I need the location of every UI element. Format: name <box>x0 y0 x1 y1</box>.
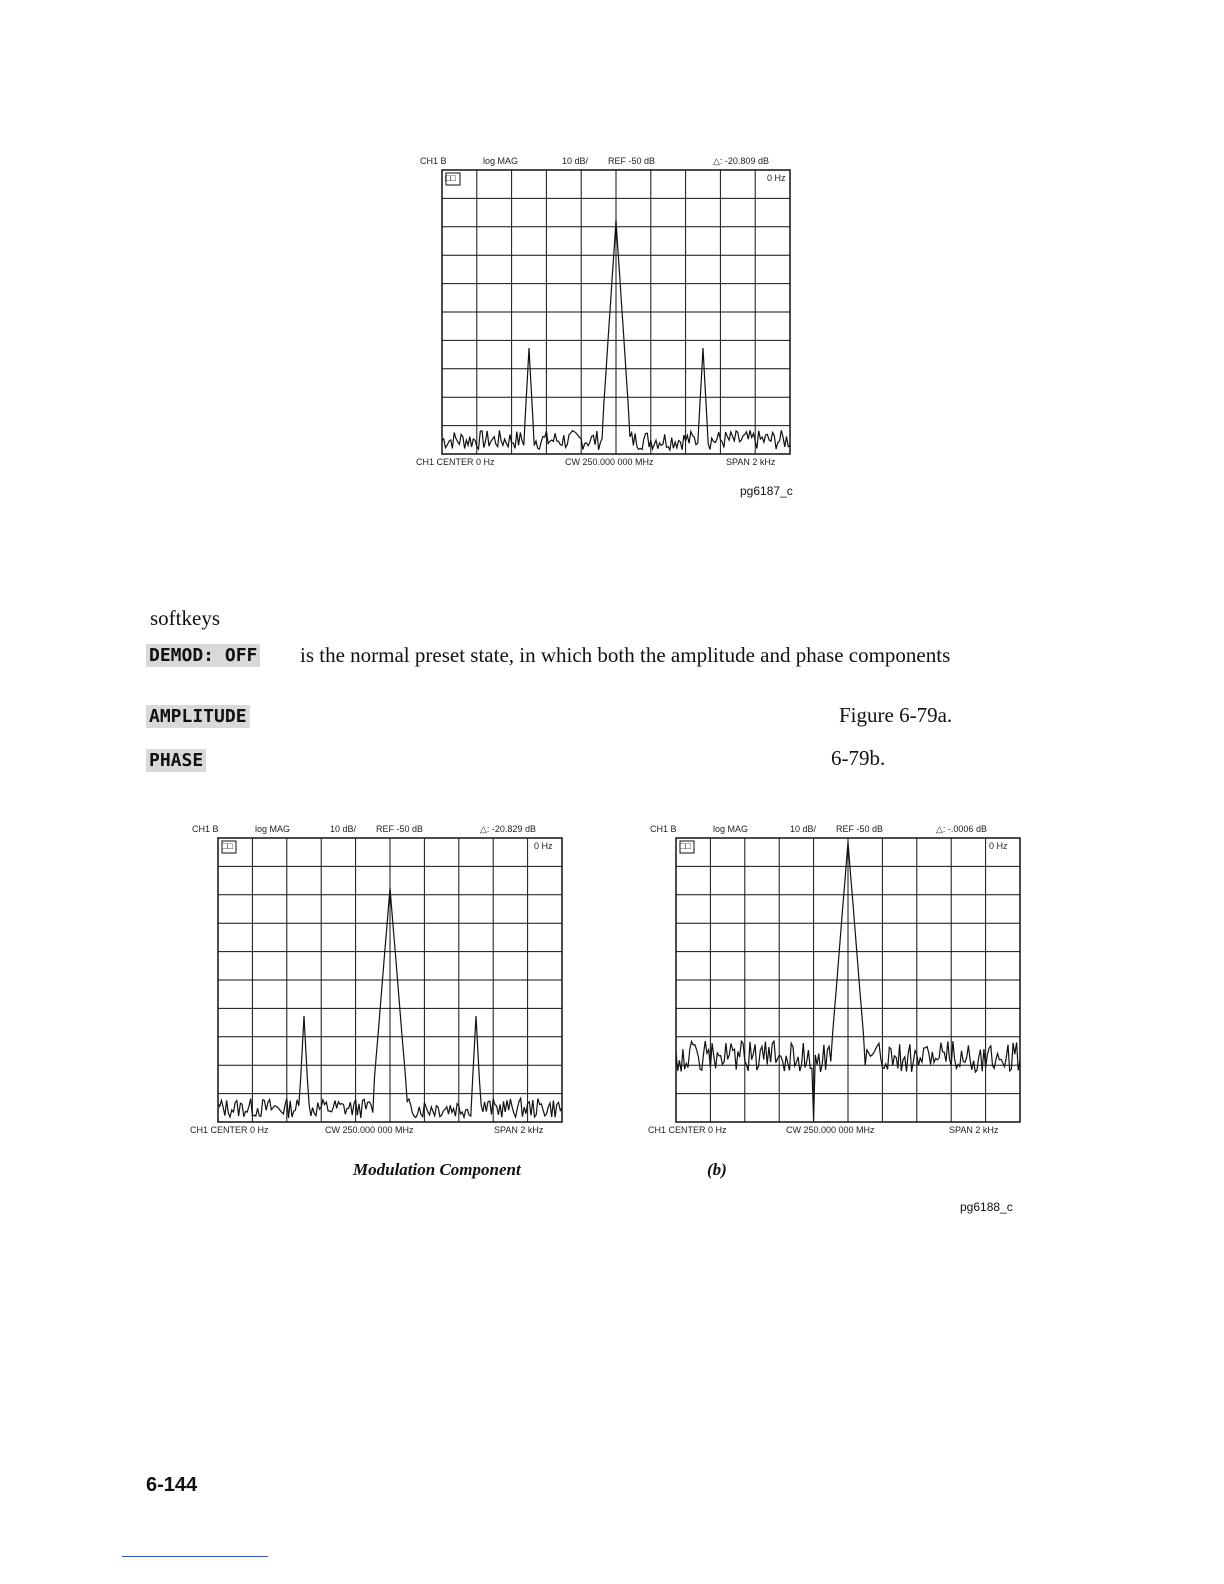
plot-header-scale: 10 dB/ <box>790 824 817 834</box>
plot-marker-value: 0 Hz <box>534 841 553 851</box>
plot-header-format: log MAG <box>483 156 519 166</box>
phase-spectrum-plot <box>640 818 1040 1138</box>
plot-header-ref: REF -50 dB <box>376 824 424 834</box>
plot-footer-center: CH1 CENTER 0 Hz <box>416 457 495 467</box>
plot-marker-box: □□ <box>445 173 456 183</box>
plot-header-marker: △: -20.829 dB <box>480 824 536 834</box>
plot-footer-cw: CW 250.000 000 MHz <box>325 1125 414 1135</box>
plot-footer-center: CH1 CENTER 0 Hz <box>648 1125 727 1135</box>
plot-header-format: log MAG <box>255 824 291 834</box>
plot-marker-value: 0 Hz <box>767 173 786 183</box>
amplitude-figure-ref: Figure 6-79a. <box>839 703 953 727</box>
plot-header-scale: 10 dB/ <box>562 156 589 166</box>
top-spectrum-plot <box>410 150 810 470</box>
plot-footer-span: SPAN 2 kHz <box>726 457 776 467</box>
footer-rule <box>122 1556 268 1557</box>
amplitude-spectrum-plot <box>182 818 582 1138</box>
plot-header-scale: 10 dB/ <box>330 824 357 834</box>
plot-grid <box>218 838 562 1122</box>
plot-marker-box: □□ <box>222 841 233 851</box>
plot-footer-cw: CW 250.000 000 MHz <box>786 1125 875 1135</box>
plot-grid <box>442 170 790 454</box>
plot-header-marker: △: -20.809 dB <box>713 156 769 166</box>
plot-marker-box: □□ <box>680 841 691 851</box>
plot-header-ref: REF -50 dB <box>836 824 884 834</box>
plot-header-marker: △: -.0006 dB <box>936 824 987 834</box>
demod-off-softkey: DEMOD: OFF <box>146 644 260 667</box>
page-number: 6-144 <box>146 1474 198 1496</box>
caption-right: (b) <box>707 1160 727 1179</box>
softkeys-heading: softkeys <box>150 606 220 630</box>
figure-id-top: pg6187_c <box>740 484 793 498</box>
phase-softkey: PHASE <box>146 749 206 772</box>
plot-header-channel: CH1 B <box>420 156 447 166</box>
amplitude-softkey: AMPLITUDE <box>146 705 250 728</box>
caption-left: Modulation Component <box>353 1160 521 1179</box>
plot-grid <box>676 838 1020 1122</box>
plot-header-ref: REF -50 dB <box>608 156 656 166</box>
plot-footer-cw: CW 250.000 000 MHz <box>565 457 654 467</box>
plot-footer-span: SPAN 2 kHz <box>494 1125 544 1135</box>
demod-off-description: is the normal preset state, in which both the amplitude and phase components <box>300 643 951 667</box>
plot-header-channel: CH1 B <box>650 824 677 834</box>
plot-footer-center: CH1 CENTER 0 Hz <box>190 1125 269 1135</box>
plot-footer-span: SPAN 2 kHz <box>949 1125 999 1135</box>
figure-id-bottom: pg6188_c <box>960 1200 1013 1214</box>
phase-figure-ref: 6-79b. <box>831 746 886 770</box>
plot-marker-value: 0 Hz <box>989 841 1008 851</box>
plot-header-format: log MAG <box>713 824 749 834</box>
plot-header-channel: CH1 B <box>192 824 219 834</box>
